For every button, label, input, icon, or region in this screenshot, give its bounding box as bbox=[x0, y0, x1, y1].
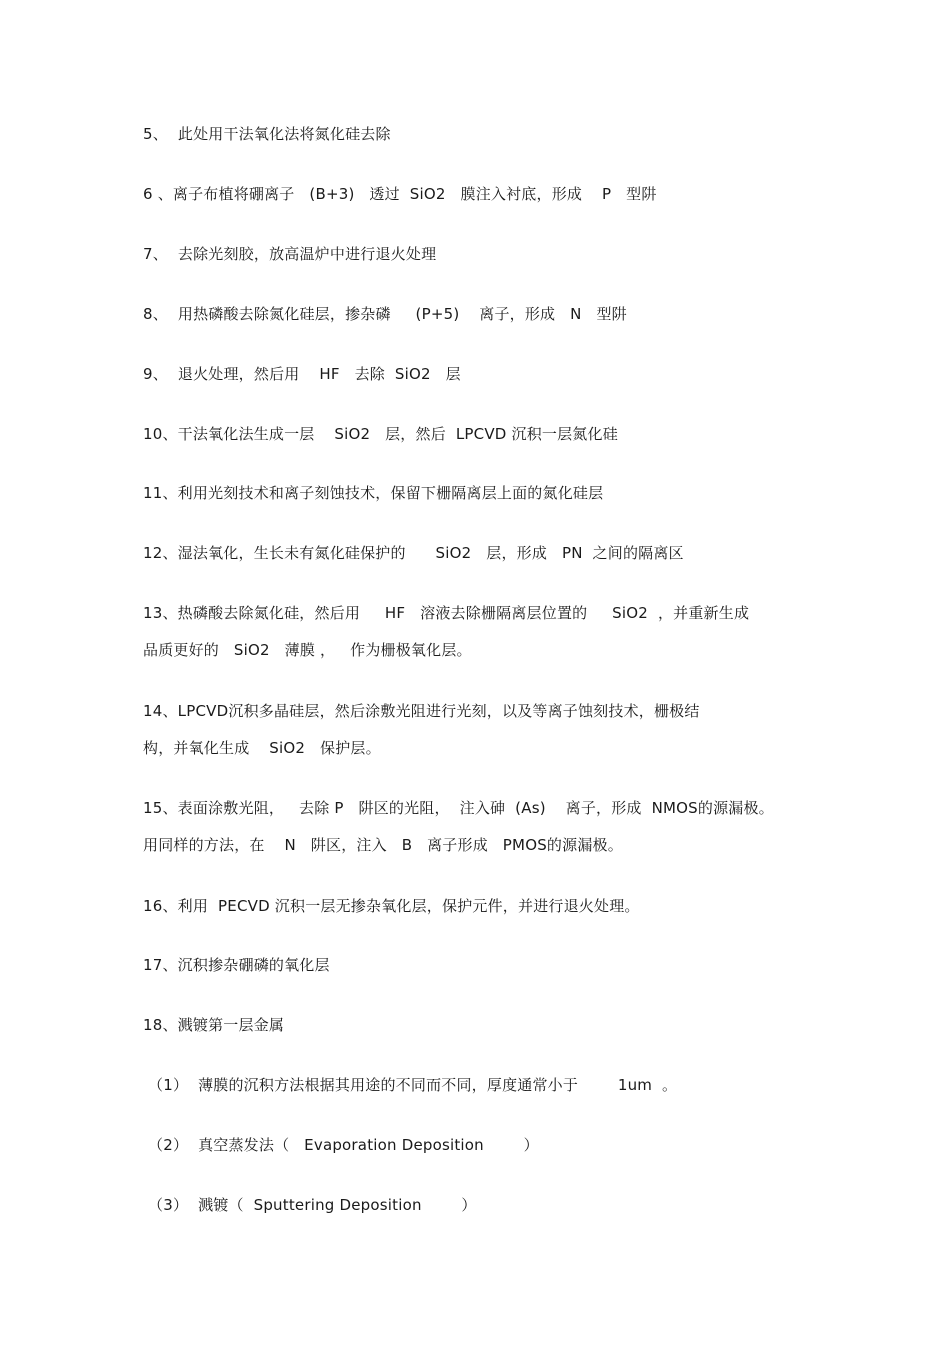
step-13-continuation: 品质更好的 SiO2 薄膜 ， 作为栅极氧化层。 bbox=[143, 641, 472, 659]
step-7-line: 7、 去除光刻胶，放高温炉中进行退火处理 bbox=[143, 245, 437, 263]
substep-1-line: （1） 薄膜的沉积方法根据其用途的不同而不同，厚度通常小于 1um 。 bbox=[148, 1076, 678, 1094]
step-16-line: 16、利用 PECVD 沉积一层无掺杂氧化层，保护元件，并进行退火处理。 bbox=[143, 897, 640, 915]
substep-3-line: （3） 溅镀（ Sputtering Deposition ） bbox=[148, 1196, 477, 1214]
step-12-line: 12、湿法氧化，生长未有氮化硅保护的 SiO2 层，形成 PN 之间的隔离区 bbox=[143, 544, 684, 562]
step-13-line: 13、热磷酸去除氮化硅，然后用 HF 溶液去除栅隔离层位置的 SiO2 ，并重新生成 bbox=[143, 604, 750, 622]
step-11-line: 11、利用光刻技术和离子刻蚀技术，保留下栅隔离层上面的氮化硅层 bbox=[143, 484, 604, 502]
step-15-continuation: 用同样的方法，在 N 阱区，注入 B 离子形成 PMOS的源漏极。 bbox=[143, 836, 623, 854]
step-9-line: 9、 退火处理，然后用 HF 去除 SiO2 层 bbox=[143, 365, 461, 383]
step-5-line: 5、 此处用干法氧化法将氮化硅去除 bbox=[143, 125, 391, 143]
step-15-line: 15、表面涂敷光阻， 去除 P 阱区的光阻， 注入砷 (As) 离子，形成 NMOS的源漏极。 bbox=[143, 799, 774, 817]
substep-2-line: （2） 真空蒸发法（ Evaporation Deposition ） bbox=[148, 1136, 539, 1154]
step-17-line: 17、沉积掺杂硼磷的氧化层 bbox=[143, 956, 330, 974]
step-10-line: 10、干法氧化法生成一层 SiO2 层，然后 LPCVD 沉积一层氮化硅 bbox=[143, 425, 618, 443]
step-14-continuation: 构，并氧化生成 SiO2 保护层。 bbox=[143, 739, 381, 757]
step-6-line: 6 、离子布植将硼离子 (B+3) 透过 SiO2 膜注入衬底，形成 P 型阱 bbox=[143, 185, 657, 203]
step-14-line: 14、LPCVD沉积多晶硅层，然后涂敷光阻进行光刻，以及等离子蚀刻技术，栅极结 bbox=[143, 702, 700, 720]
step-8-line: 8、 用热磷酸去除氮化硅层，掺杂磷 (P+5) 离子，形成 N 型阱 bbox=[143, 305, 627, 323]
step-18-line: 18、溅镀第一层金属 bbox=[143, 1016, 285, 1034]
